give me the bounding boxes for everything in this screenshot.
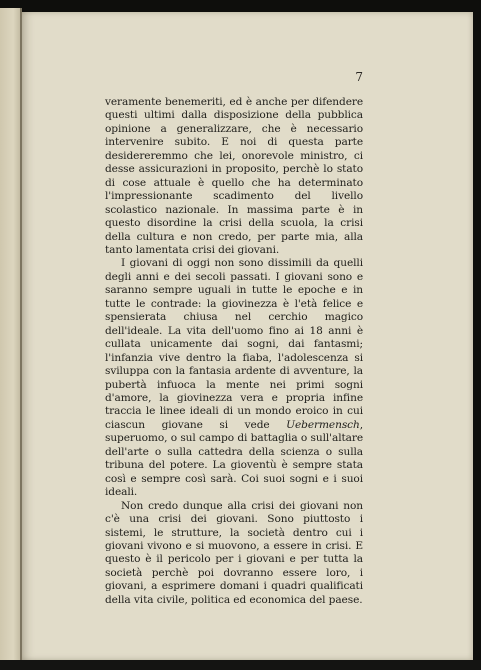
body-text: [105, 96, 363, 607]
italic-term: Uebermensch: [286, 418, 360, 431]
page-number: 7: [355, 70, 363, 84]
scan-bottom-border: [0, 660, 481, 670]
scan-top-border: [0, 0, 481, 12]
previous-page-edge: [0, 8, 22, 662]
paragraph-3: Non credo dunque alla crisi dei giovani non c'è una crisi dei giovani. Sono piuttosto i sistemi, le strutture, la società dentro cui i giovani vivono e si muovono, a essere in crisi. E questo è il pericolo per i giovani e per tutta la società perchè poi dovranno essere loro, i giovani, a esprimere domani i quadri qualificati della vita civile, politica ed economica del paese.: [105, 499, 363, 606]
paragraph-1: veramente benemeriti, ed è anche per difendere questi ultimi dalla disposizione della pubblica opinione a generalizzare, che è necessario intervenire subito. E noi di questa parte desidereremmo che lei, onorevole ministro, ci desse assicurazioni in proposito, perchè lo stato di cose attuale è quello che ha determinato l'impressionante scadimento del livello scolastico nazionale. In massima parte è in questo disordine la crisi della scuola, la crisi della cultura e non credo, per parte mia, alla tanto lamentata crisi dei giovani.: [105, 96, 363, 256]
scan-right-border: [473, 0, 481, 670]
paragraph-2: I giovani di oggi non sono dissimili da quelli degli anni e dei secoli passati. I giovani sono e saranno sempre uguali in tutte le epoche e in tutte le contrade: la giovinezza è l'età felice e spensierata chiusa nel cerchio magico dell'ideale. La vita dell'uomo fino ai 18 anni è cullata unicamente dai sogni, dai fantasmi; l'infanzia vive dentro la fiaba, l'adolescenza si sviluppa con la fantasia ardente di avventure, la pubertà infuoca la mente nei primi sogni d'amore, la giovinezza vera e propria infine traccia le linee ideali di un mondo eroico in cui ciascun giovane si vede Uebermensch, superuomo, o sul campo di battaglia o sull'altare dell'arte o sulla cattedra della scienza o sulla tribuna del potere. La gioventù è sempre stata così e sempre così sarà. Coi suoi sogni e i suoi ideali.: [105, 257, 363, 499]
book-page: [22, 12, 473, 660]
